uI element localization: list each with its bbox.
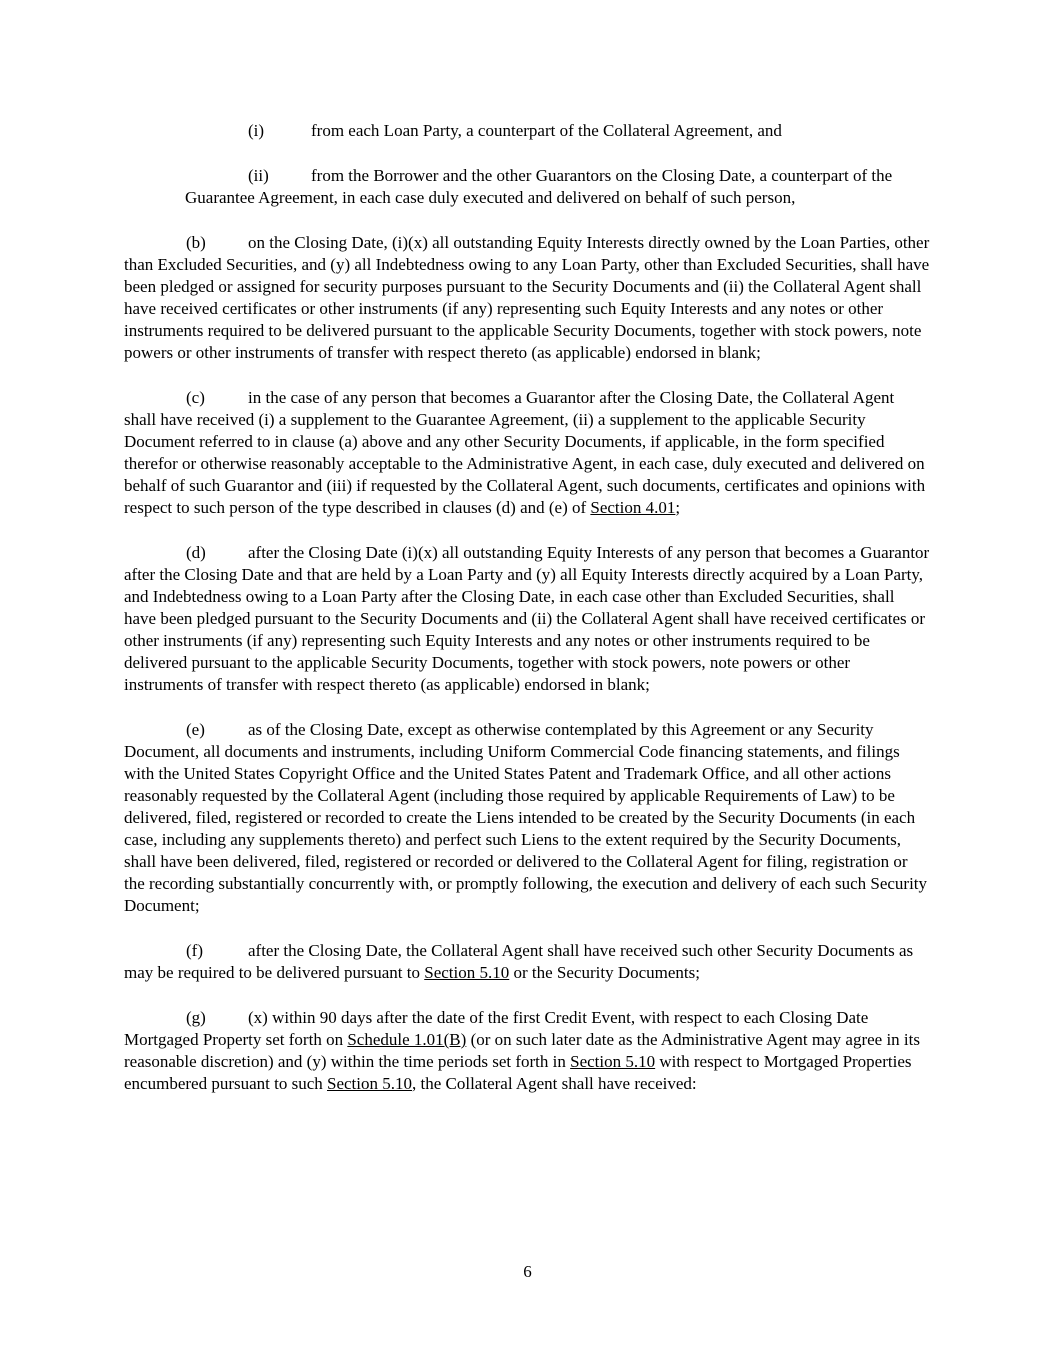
paragraph-text: on the Closing Date, (i)(x) all outstanding Equity Interests directly owned by the Loan Parties, other than Excluded Securities, and (y) all Indebtedness owing to any Loan Party, other than Excluded Securities, shall have been pledged or assigned for security purposes pursuant to the Security Documents and (ii) the Collateral Agent shall have received certificates or other instruments (if any) representing such Equity Interests and any notes or other instruments required to be delivered pursuant to the applicable Security Documents, together with stock powers, note powers or other instruments of transfer with respect thereto (as applicable) endorsed in blank; [124, 233, 930, 362]
paragraph-text: (x) within 90 days after the date of the first Credit Event, with respect to each Closing Date Mortgaged Property set forth on [124, 1008, 869, 1049]
paragraph-text: from the Borrower and the other Guarantors on the Closing Date, a counterpart of the Guarantee Agreement, in each case duly executed and delivered on behalf of such person, [185, 166, 893, 207]
paragraph-label: (f) [186, 941, 203, 960]
paragraph-text: after the Closing Date, the Collateral Agent shall have received such other Security Documents as may be required to be delivered pursuant to [124, 941, 914, 982]
paragraph-label: (d) [186, 543, 206, 562]
paragraph-c [124, 387, 930, 519]
paragraph-g [124, 1007, 930, 1095]
section-reference: Section 5.10 [424, 963, 510, 982]
paragraph-d [124, 542, 930, 696]
paragraph-ii [185, 165, 930, 209]
paragraph-text: with respect to Mortgaged Properties encumbered pursuant to such [124, 1052, 912, 1093]
paragraph-text: ; [675, 498, 681, 517]
paragraph-label: (g) [186, 1008, 206, 1027]
paragraph-label: (ii) [248, 166, 269, 185]
paragraph-b [124, 232, 930, 364]
paragraph-label: (c) [186, 388, 205, 407]
paragraph-f [124, 940, 930, 984]
paragraph-text: in the case of any person that becomes a Guarantor after the Closing Date, the Collateral Agent shall have received (i) a supplement to the Guarantee Agreement, (ii) a supplement to the applicable Security Document referred to in clause (a) above and any other Security Documents, if applicable, in the form specified therefor or otherwise reasonably acceptable to the Administrative Agent, in each case, duly executed and delivered on behalf of such Guarantor and (iii) if requested by the Collateral Agent, such documents, certificates and opinions with respect to such person of the type described in clauses (d) and (e) of [124, 388, 926, 517]
paragraph-e [124, 719, 930, 917]
section-reference: Section 5.10 [327, 1074, 412, 1093]
page-number: 6 [523, 1262, 532, 1281]
paragraph-text: , the Collateral Agent shall have received: [412, 1074, 697, 1093]
document-body [124, 120, 930, 1118]
paragraph-label: (b) [186, 233, 206, 252]
section-reference: Schedule 1.01(B) [347, 1030, 467, 1049]
paragraph-text: or the Security Documents; [509, 963, 700, 982]
paragraph-text: from each Loan Party, a counterpart of the Collateral Agreement, and [311, 121, 782, 140]
paragraph-label: (i) [248, 121, 265, 140]
paragraph-label: (e) [186, 720, 205, 739]
section-reference: Section 4.01 [590, 498, 676, 517]
paragraph-i [185, 120, 930, 142]
paragraph-text: as of the Closing Date, except as otherwise contemplated by this Agreement or any Security Document, all documents and instruments, including Uniform Commercial Code financing statements, and filings with the United States Copyright Office and the United States Patent and Trademark Office, and all other actions reasonably requested by the Collateral Agent (including those required by applicable Requirements of Law) to be delivered, filed, registered or recorded to create the Liens intended to be created by the Security Documents (in each case, including any supplements thereto) and perfect such Liens to the extent required by the Security Documents, shall have been delivered, filed, registered or recorded or delivered to the Collateral Agent for filing, registration or the recording substantially concurrently with, or promptly following, the execution and delivery of each such Security Document; [124, 720, 928, 915]
paragraph-text: after the Closing Date (i)(x) all outstanding Equity Interests of any person that becomes a Guarantor after the Closing Date and that are held by a Loan Party and (y) all Equity Interests directly acquired by a Loan Party, and Indebtedness owing to a Loan Party after the Closing Date, in each case other than Excluded Securities, shall have been pledged pursuant to the Security Documents and (ii) the Collateral Agent shall have received certificates or other instruments (if any) representing such Equity Interests and any notes or other instruments required to be delivered pursuant to the applicable Security Documents, together with stock powers, note powers or other instruments of transfer with respect thereto (as applicable) endorsed in blank; [124, 543, 930, 694]
section-reference: Section 5.10 [570, 1052, 656, 1071]
paragraph-text: (or on such later date as the Administrative Agent may agree in its reasonable discretion) and (y) within the time periods set forth in [124, 1030, 920, 1071]
